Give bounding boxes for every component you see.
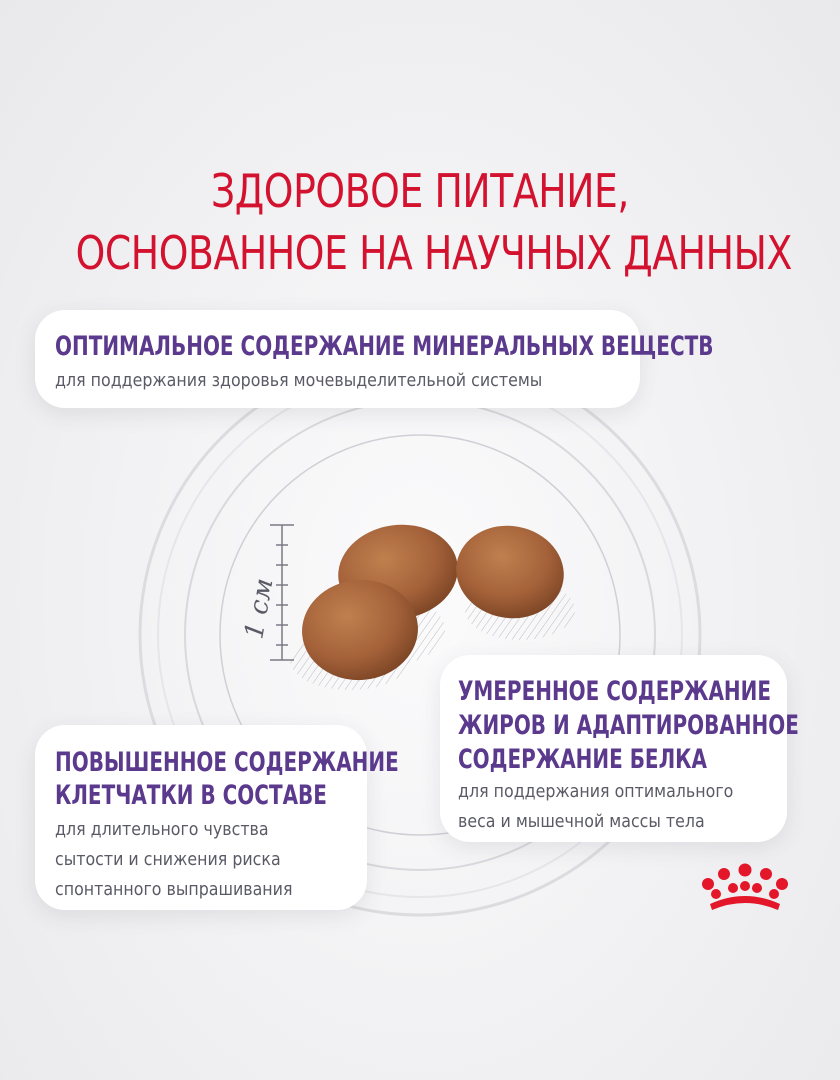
fat-protein-title-line-1: УМЕРЕННОЕ СОДЕРЖАНИЕ xyxy=(458,676,772,707)
headline-line-1: ЗДОРОВОЕ ПИТАНИЕ, xyxy=(210,164,630,218)
minerals-card xyxy=(35,310,714,408)
headline-line-2: ОСНОВАННОЕ НА НАУЧНЫХ ДАННЫХ xyxy=(75,226,792,280)
fat-protein-card xyxy=(440,655,799,842)
minerals-subtitle: для поддержания здоровья мочевыделительной системы xyxy=(55,370,543,391)
crown-logo-icon xyxy=(700,862,790,914)
minerals-title: ОПТИМАЛЬНОЕ СОДЕРЖАНИЕ МИНЕРАЛЬНЫХ ВЕЩЕСТВ xyxy=(55,331,714,362)
fiber-subtitle-line-1: для длительного чувства xyxy=(55,819,269,840)
fiber-subtitle-line-2: сытости и снижения риска xyxy=(55,849,281,870)
fat-protein-subtitle-line-2: веса и мышечной массы тела xyxy=(458,811,705,832)
fat-protein-title-line-3: СОДЕРЖАНИЕ БЕЛКА xyxy=(458,744,707,775)
fiber-subtitle-line-3: спонтанного выпрашивания xyxy=(55,879,293,900)
fiber-title-line-1: ПОВЫШЕННОЕ СОДЕРЖАНИЕ xyxy=(55,747,399,778)
fat-protein-title-line-2: ЖИРОВ И АДАПТИРОВАННОЕ xyxy=(458,710,799,741)
page-headline xyxy=(75,160,792,284)
ruler-label: 1 см xyxy=(239,575,280,642)
fiber-title-line-2: КЛЕТЧАТКИ В СОСТАВЕ xyxy=(55,780,327,811)
fiber-card xyxy=(35,725,399,910)
fat-protein-subtitle-line-1: для поддержания оптимального xyxy=(458,781,734,802)
